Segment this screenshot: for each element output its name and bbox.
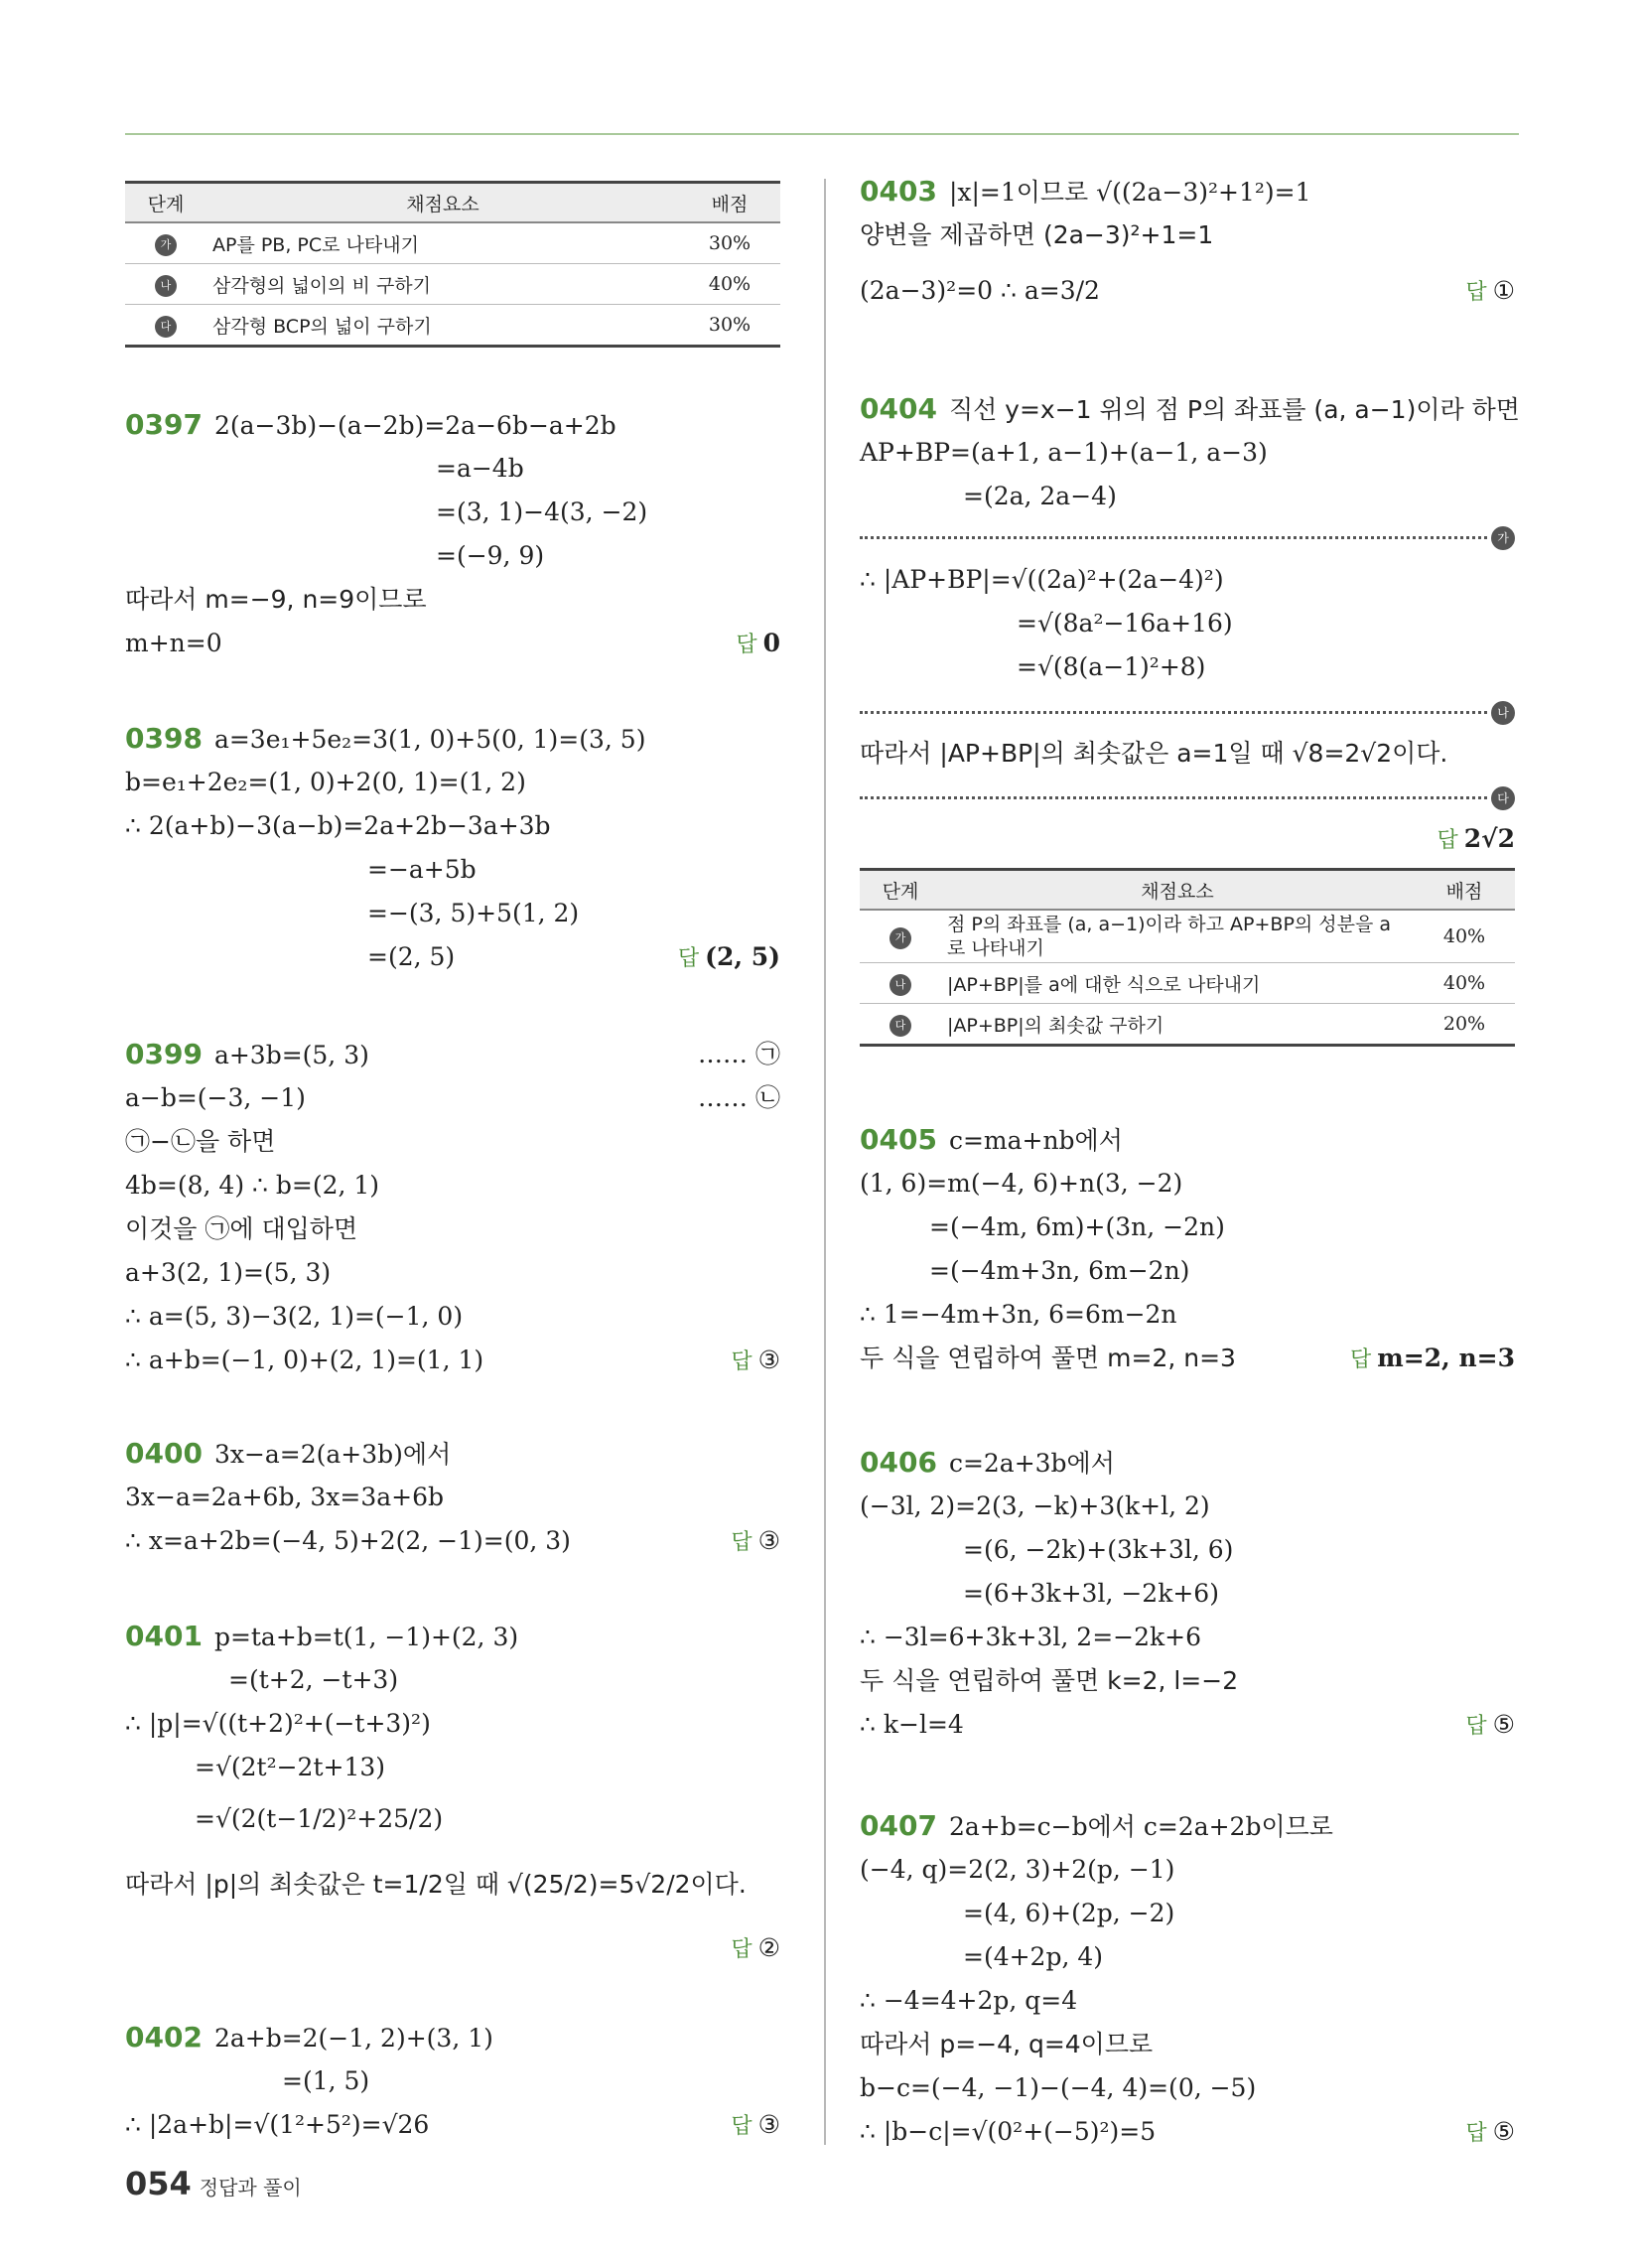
answer-0399 xyxy=(731,1344,780,1379)
table-cell: 삼각형 BCP의 넓이 구하기 xyxy=(206,305,679,347)
table-header-score: 배점 xyxy=(1414,870,1515,911)
table-row xyxy=(125,264,780,305)
step-mark-icon: 가 xyxy=(155,234,177,256)
answer-label: 답 xyxy=(1465,1714,1487,1739)
problem-0406 xyxy=(860,1446,1115,1481)
problem-0401 xyxy=(125,1620,518,1654)
problem-number: 0406 xyxy=(860,1446,937,1479)
solution-line: b−c=(−4, −1)−(−4, 4)=(0, −5) xyxy=(860,2073,1257,2102)
answer-0406 xyxy=(1465,1708,1515,1744)
problem-number: 0407 xyxy=(860,1809,937,1842)
table-cell-score: 30% xyxy=(679,222,780,264)
solution-line: =√(8a²−16a+16) xyxy=(1017,609,1233,638)
solution-line: ∴ −4=4+2p, q=4 xyxy=(860,1986,1078,2015)
table-cell: |AP+BP|를 a에 대한 식으로 나타내기 xyxy=(941,963,1414,1004)
problem-0405 xyxy=(860,1123,1123,1158)
solution-line: |x|=1이므로 √((2a−3)²+1²)=1 xyxy=(948,178,1311,207)
answer-0401 xyxy=(731,1931,780,1967)
solution-line: ∴ 2(a+b)−3(a−b)=2a+2b−3a+3b xyxy=(125,811,551,840)
step-mark-icon: 나 xyxy=(1491,701,1515,725)
step-mark-icon: 다 xyxy=(155,316,177,338)
solution-line: m+n=0 xyxy=(125,629,222,657)
solution-line: =√(2t²−2t+13) xyxy=(195,1753,386,1781)
step-divider xyxy=(860,796,1487,799)
table-cell-score: 20% xyxy=(1414,1004,1515,1046)
step-mark-icon: 나 xyxy=(155,275,177,297)
table-header-element: 채점요소 xyxy=(941,870,1414,911)
solution-line: 3x−a=2(a+3b)에서 xyxy=(213,1440,452,1469)
answer-value: ③ xyxy=(757,1526,780,1555)
solution-line: 양변을 제곱하면 (2a−3)²+1=1 xyxy=(860,220,1214,249)
answer-label: 답 xyxy=(731,1349,753,1374)
solution-line: ∴ a=(5, 3)−3(2, 1)=(−1, 0) xyxy=(125,1302,464,1331)
answer-label: 답 xyxy=(736,633,757,657)
column-divider xyxy=(824,179,826,2145)
solution-line: ∴ k−l=4 xyxy=(860,1710,964,1739)
solution-line: =(2a, 2a−4) xyxy=(963,482,1117,510)
scoring-table-0404 xyxy=(860,868,1515,1047)
solution-line: 2a+b=2(−1, 2)+(3, 1) xyxy=(213,2024,493,2053)
solution-line: AP+BP=(a+1, a−1)+(a−1, a−3) xyxy=(860,438,1268,467)
solution-line: ∴ |b−c|=√(0²+(−5)²)=5 xyxy=(860,2117,1157,2146)
footer-label: 정답과 풀이 xyxy=(199,2176,302,2199)
table-row xyxy=(860,910,1515,963)
answer-value: ② xyxy=(757,1933,780,1962)
solution-line: c=2a+3b에서 xyxy=(948,1449,1115,1478)
solution-line: 따라서 |AP+BP|의 최솟값은 a=1일 때 √8=2√2이다. xyxy=(860,739,1448,768)
table-row xyxy=(125,222,780,264)
solution-line: 따라서 |p|의 최솟값은 t=1/2일 때 √(25/2)=5√2/2이다. xyxy=(125,1870,747,1899)
table-header-element: 채점요소 xyxy=(206,183,679,223)
answer-value: ⑤ xyxy=(1492,2117,1515,2146)
problem-number: 0397 xyxy=(125,408,203,441)
problem-0398 xyxy=(125,722,645,757)
answer-0405 xyxy=(1350,1342,1515,1377)
solution-line: (2a−3)²=0 ∴ a=3/2 xyxy=(860,276,1100,305)
solution-line: =−(3, 5)+5(1, 2) xyxy=(367,899,580,927)
solution-line: ∴ a+b=(−1, 0)+(2, 1)=(1, 1) xyxy=(125,1346,484,1374)
solution-line: ∴ −3l=6+3k+3l, 2=−2k+6 xyxy=(860,1623,1202,1651)
answer-0407 xyxy=(1465,2115,1515,2151)
solution-line: =√(2(t−1/2)²+25/2) xyxy=(195,1804,444,1833)
solution-line: 따라서 p=−4, q=4이므로 xyxy=(860,2030,1154,2058)
step-mark-icon: 가 xyxy=(1491,526,1515,550)
answer-value: ① xyxy=(1492,276,1515,305)
solution-line: ∴ |p|=√((t+2)²+(−t+3)²) xyxy=(125,1709,431,1738)
solution-line: 이것을 ㉠에 대입하면 xyxy=(125,1214,358,1243)
page-number: 054 xyxy=(125,2165,192,2202)
top-rule xyxy=(125,133,1519,135)
solution-line: ∴ 1=−4m+3n, 6=6m−2n xyxy=(860,1300,1177,1329)
solution-line: 2(a−3b)−(a−2b)=2a−6b−a+2b xyxy=(213,411,616,440)
table-cell: AP를 PB, PC로 나타내기 xyxy=(206,222,679,264)
table-header-step: 단계 xyxy=(860,870,941,911)
answer-0404 xyxy=(1437,822,1516,858)
answer-value: (2, 5) xyxy=(705,942,780,971)
table-header-score: 배점 xyxy=(679,183,780,223)
solution-line: =(4+2p, 4) xyxy=(963,1942,1104,1971)
answer-label: 답 xyxy=(1465,2121,1487,2146)
problem-0399 xyxy=(125,1038,369,1072)
solution-line: =(t+2, −t+3) xyxy=(228,1665,399,1694)
solution-line: ∴ |AP+BP|=√((2a)²+(2a−4)²) xyxy=(860,565,1224,594)
solution-line: 3x−a=2a+6b, 3x=3a+6b xyxy=(125,1483,444,1511)
problem-0404 xyxy=(860,392,1520,427)
answer-0398 xyxy=(678,940,780,976)
answer-label: 답 xyxy=(1350,1347,1372,1372)
answer-label: 답 xyxy=(1437,828,1458,853)
solution-line: =√(8(a−1)²+8) xyxy=(1017,652,1206,681)
solution-line: =(6, −2k)+(3k+3l, 6) xyxy=(963,1535,1234,1564)
solution-line: =(4, 6)+(2p, −2) xyxy=(963,1899,1175,1927)
problem-number: 0402 xyxy=(125,2021,203,2054)
problem-number: 0401 xyxy=(125,1620,203,1652)
answer-0403 xyxy=(1465,274,1515,310)
table-row xyxy=(125,305,780,347)
problem-number: 0398 xyxy=(125,722,203,755)
solution-line: 따라서 m=−9, n=9이므로 xyxy=(125,585,427,614)
equation-mark: …… ㉠ xyxy=(698,1040,780,1068)
problem-0407 xyxy=(860,1809,1333,1844)
table-cell: 삼각형의 넓이의 비 구하기 xyxy=(206,264,679,305)
table-cell: 점 P의 좌표를 (a, a−1)이라 하고 AP+BP의 성분을 a로 나타내기 xyxy=(941,910,1414,963)
solution-line: =(−4m, 6m)+(3n, −2n) xyxy=(929,1212,1225,1241)
table-cell-score: 40% xyxy=(1414,963,1515,1004)
solution-line: a−b=(−3, −1) xyxy=(125,1083,306,1112)
solution-line: (−4, q)=2(2, 3)+2(p, −1) xyxy=(860,1855,1175,1884)
step-mark-icon: 가 xyxy=(889,927,911,949)
solution-line: =(−9, 9) xyxy=(436,541,545,570)
problem-number: 0399 xyxy=(125,1038,203,1070)
solution-line: 두 식을 연립하여 풀면 k=2, l=−2 xyxy=(860,1666,1239,1695)
solution-line: =(6+3k+3l, −2k+6) xyxy=(963,1579,1219,1608)
answer-label: 답 xyxy=(1465,280,1487,305)
solution-line: ∴ |2a+b|=√(1²+5²)=√26 xyxy=(125,2110,430,2139)
solution-line: a+3b=(5, 3) xyxy=(213,1041,369,1069)
step-mark-icon: 다 xyxy=(1491,786,1515,810)
solution-line: (−3l, 2)=2(3, −k)+3(k+l, 2) xyxy=(860,1491,1210,1520)
step-mark-icon: 나 xyxy=(889,974,911,996)
answer-label: 답 xyxy=(731,2114,753,2139)
step-divider xyxy=(860,711,1487,714)
answer-value: ③ xyxy=(757,1346,780,1374)
answer-value: 2√2 xyxy=(1463,824,1515,853)
answer-value: 0 xyxy=(762,629,780,657)
table-cell-score: 40% xyxy=(1414,910,1515,963)
answer-0397 xyxy=(736,627,780,662)
answer-value: ⑤ xyxy=(1492,1710,1515,1739)
equation-mark: …… ㉡ xyxy=(698,1083,780,1112)
answer-value: m=2, n=3 xyxy=(1377,1344,1515,1372)
table-row xyxy=(860,963,1515,1004)
problem-number: 0403 xyxy=(860,175,937,208)
problem-number: 0405 xyxy=(860,1123,937,1156)
solution-line: =(2, 5) xyxy=(367,942,456,971)
page-footer xyxy=(125,2165,302,2202)
step-divider xyxy=(860,536,1487,539)
problem-0403 xyxy=(860,175,1311,210)
step-mark-icon: 다 xyxy=(889,1015,911,1037)
problem-0400 xyxy=(125,1437,451,1472)
answer-label: 답 xyxy=(731,1530,753,1555)
solution-line: a+3(2, 1)=(5, 3) xyxy=(125,1258,332,1287)
problem-0402 xyxy=(125,2021,493,2055)
answer-label: 답 xyxy=(731,1937,753,1962)
solution-line: =(−4m+3n, 6m−2n) xyxy=(929,1256,1190,1285)
solution-line: p=ta+b=t(1, −1)+(2, 3) xyxy=(213,1623,519,1651)
solution-line: 2a+b=c−b에서 c=2a+2b이므로 xyxy=(948,1812,1333,1841)
table-cell-score: 30% xyxy=(679,305,780,347)
table-header-step: 단계 xyxy=(125,183,206,223)
table-row xyxy=(860,1004,1515,1046)
solution-line: 두 식을 연립하여 풀면 m=2, n=3 xyxy=(860,1344,1236,1372)
solution-line: c=ma+nb에서 xyxy=(948,1126,1123,1155)
solution-line: ∴ x=a+2b=(−4, 5)+2(2, −1)=(0, 3) xyxy=(125,1526,571,1555)
answer-0402 xyxy=(731,2108,780,2144)
problem-number: 0404 xyxy=(860,392,937,425)
answer-value: ③ xyxy=(757,2110,780,2139)
solution-line: =−a+5b xyxy=(367,855,477,884)
solution-line: =(3, 1)−4(3, −2) xyxy=(436,497,648,526)
solution-line: 직선 y=x−1 위의 점 P의 좌표를 (a, a−1)이라 하면 xyxy=(948,395,1520,424)
answer-0400 xyxy=(731,1524,780,1560)
scoring-table-top xyxy=(125,181,780,348)
table-cell-score: 40% xyxy=(679,264,780,305)
answer-label: 답 xyxy=(677,946,700,971)
solution-line: (1, 6)=m(−4, 6)+n(3, −2) xyxy=(860,1169,1183,1198)
table-cell: |AP+BP|의 최솟값 구하기 xyxy=(941,1004,1414,1046)
solution-line: ㉠−㉡을 하면 xyxy=(125,1127,276,1156)
solution-line: =(1, 5) xyxy=(282,2066,370,2095)
solution-line: =a−4b xyxy=(436,454,524,483)
problem-0397 xyxy=(125,408,616,443)
problem-number: 0400 xyxy=(125,1437,203,1470)
solution-line: 4b=(8, 4) ∴ b=(2, 1) xyxy=(125,1171,380,1200)
solution-line: a=3e₁+5e₂=3(1, 0)+5(0, 1)=(3, 5) xyxy=(213,725,646,754)
solution-line: b=e₁+2e₂=(1, 0)+2(0, 1)=(1, 2) xyxy=(125,768,526,796)
